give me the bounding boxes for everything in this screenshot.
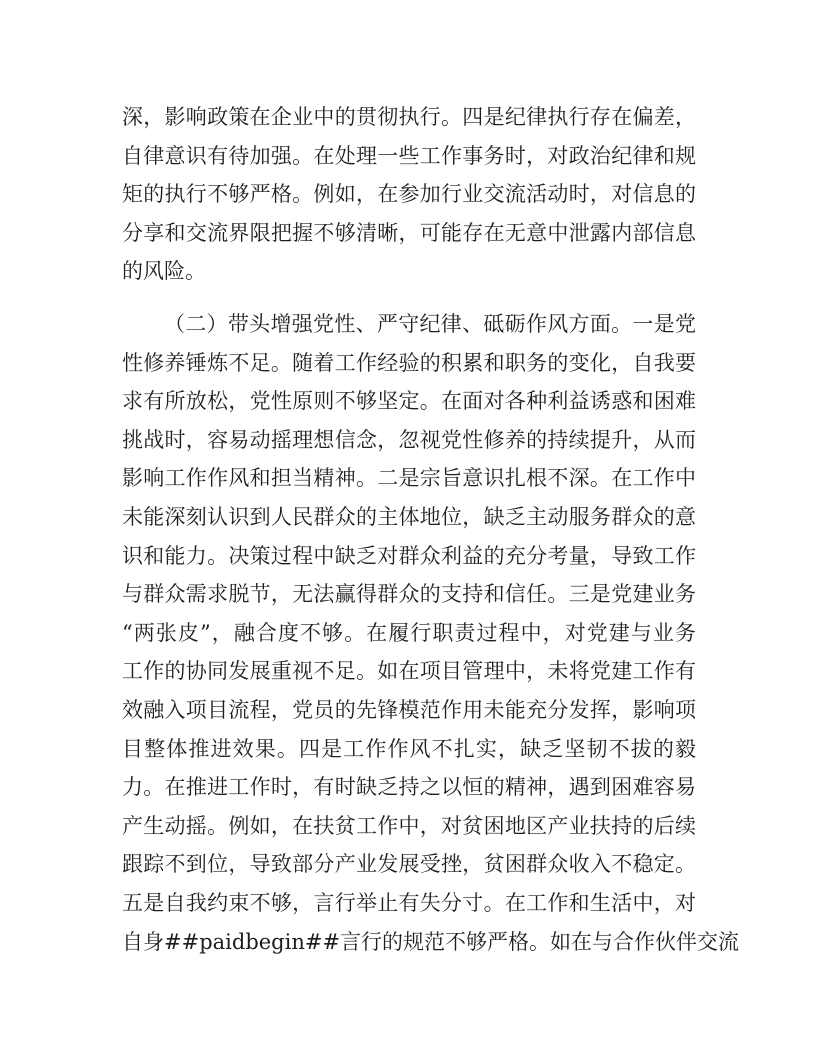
text-line: 的风险。 [122, 259, 206, 284]
paragraph-2-body [122, 305, 740, 961]
text-line: 工作的协同发展重视不足。如在项目管理中，未将党建工作有 [122, 659, 696, 684]
text-line: 挑战时，容易动摇理想信念，忽视党性修养的持续提升，从而 [122, 427, 696, 452]
text-line: 力。在推进工作时，有时缺乏持之以恒的精神，遇到困难容易 [122, 775, 696, 800]
paragraph-1-body [122, 98, 696, 291]
text-line: 分享和交流界限把握不够清晰，可能存在无意中泄露内部信息 [122, 220, 696, 245]
text-line: 影响工作作风和担当精神。二是宗旨意识扎根不深。在工作中 [122, 466, 696, 491]
text-line: 深，影响政策在企业中的贯彻执行。四是纪律执行存在偏差， [122, 105, 696, 129]
text-line: 目整体推进效果。四是工作作风不扎实，缺乏坚韧不拔的毅 [122, 736, 696, 761]
text-line: 自律意识有待加强。在处理一些工作事务时，对政治纪律和规 [122, 143, 696, 168]
text-line: 矩的执行不够严格。例如，在参加行业交流活动时，对信息的 [122, 182, 696, 207]
text-line: 跟踪不到位，导致部分产业发展受挫，贫困群众收入不稳定。 [122, 852, 696, 877]
text-line: 产生动摇。例如，在扶贫工作中，对贫困地区产业扶持的后续 [122, 813, 696, 838]
paragraph-2 [122, 305, 740, 961]
text-line: 未能深刻认识到人民群众的主体地位，缺乏主动服务群众的意 [122, 504, 696, 529]
text-line: 效融入项目流程，党员的先锋模范作用未能充分发挥，影响项 [122, 697, 696, 722]
text-line: “两张皮”，融合度不够。在履行职责过程中，对党建与业务 [122, 620, 696, 645]
text-line: 性修养锤炼不足。随着工作经验的积累和职务的变化，自我要 [122, 350, 696, 375]
paragraph-1 [122, 98, 696, 291]
text-line: 与群众需求脱节，无法赢得群众的支持和信任。三是党建业务 [122, 582, 696, 607]
text-line: 五是自我约束不够，言行举止有失分寸。在工作和生活中，对 [122, 890, 696, 915]
text-line: 识和能力。决策过程中缺乏对群众利益的充分考量，导致工作 [122, 543, 696, 568]
text-line: 自身##paidbegin##言行的规范不够严格。如在与合作伙伴交流 [122, 929, 740, 954]
text-line: 求有所放松，党性原则不够坚定。在面对各种利益诱惑和困难 [122, 389, 696, 414]
text-line: （二）带头增强党性、严守纪律、砥砺作风方面。一是党 [164, 312, 696, 336]
